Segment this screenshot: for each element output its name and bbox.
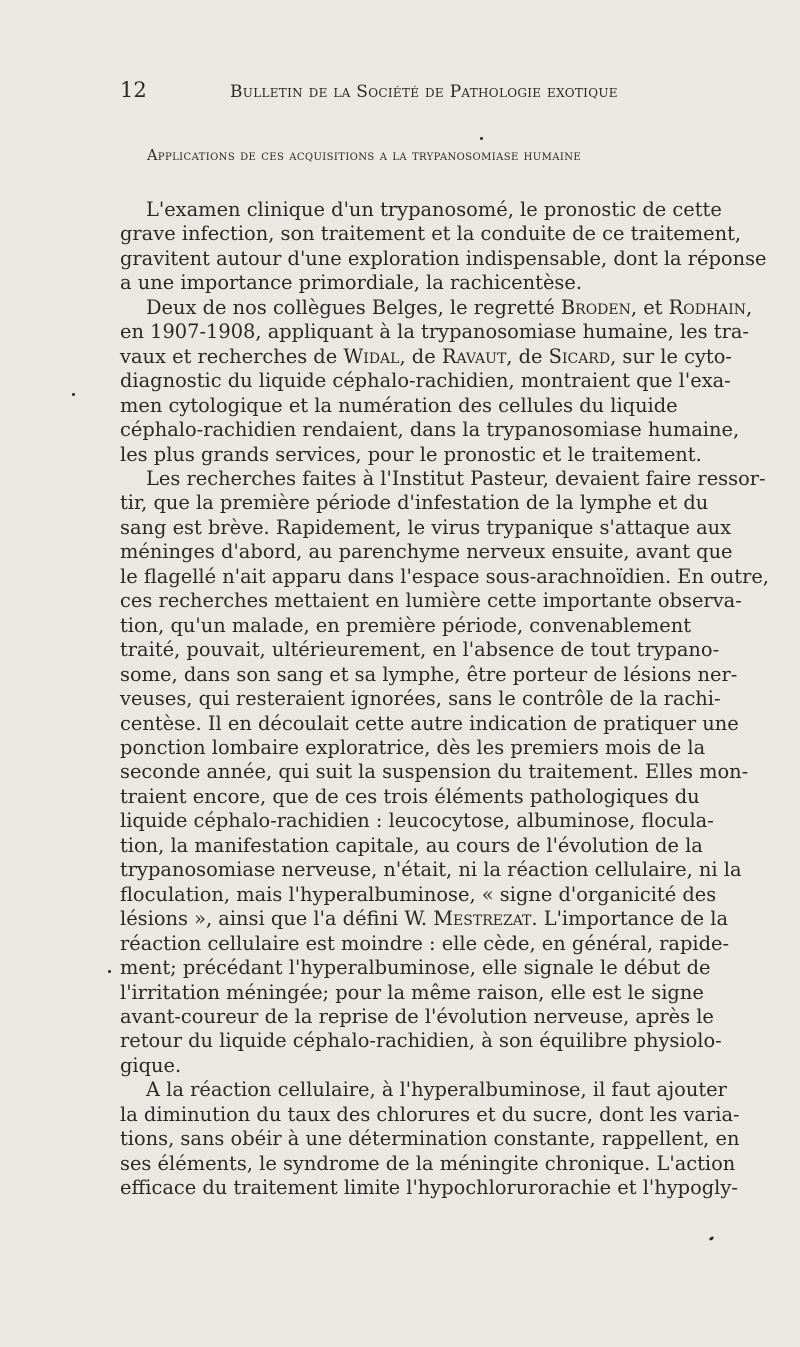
author-name: Rodhain — [668, 295, 747, 319]
text-line — [120, 271, 766, 295]
ink-speck — [72, 393, 75, 396]
running-head: Bulletin de la Société de Pathologie exotique — [230, 82, 618, 102]
author-name: Widal — [343, 344, 400, 368]
text-line — [120, 907, 766, 931]
text-segment: ses éléments, le syndrome de la méningite chronique. L'action — [120, 1151, 736, 1175]
text-segment: centèse. Il en découlait cette autre indication de pratiquer une — [120, 711, 739, 735]
text-line — [120, 956, 766, 980]
text-line — [120, 712, 766, 736]
text-line — [120, 785, 766, 809]
text-segment: traient encore, que de ces trois éléments pathologiques du — [120, 784, 700, 808]
text-line — [120, 467, 766, 491]
text-line — [120, 564, 769, 589]
text-segment: tion, qu'un malade, en première période, convenablement — [120, 613, 692, 637]
text-segment: A la réaction cellulaire, à l'hyperalbuminose, il faut ajouter — [146, 1078, 727, 1102]
text-line — [120, 858, 766, 882]
text-line — [120, 369, 766, 393]
section-heading: Applications de ces acquisitions a la trypanosomiase humaine — [147, 148, 582, 164]
text-segment: ment; précédant l'hyperalbuminose, elle signale le début de — [120, 956, 711, 980]
text-segment: ponction lombaire exploratrice, dès les premiers mois de la — [120, 735, 706, 759]
text-segment: ces recherches mettaient en lumière cette importante observa- — [120, 589, 742, 613]
text-segment: le flagellé n'ait apparu dans l'espace sous-arachnoïdien. En outre, — [120, 564, 769, 588]
text-segment: Les recherches faites à l'Institut Pasteur, devaient faire ressor- — [146, 466, 766, 490]
text-segment: l'irritation méningée; pour la même raison, elle est le signe — [120, 980, 704, 1004]
text-segment: grave infection, son traitement et la conduite de ce traitement, — [120, 222, 742, 246]
text-segment: a une importance primordiale, la rachicentèse. — [120, 271, 583, 295]
text-line — [120, 687, 766, 711]
text-segment: L'examen clinique d'un trypanosomé, le pronostic de cette — [146, 198, 722, 221]
text-segment: efficace du traitement limite l'hypochlorurorachie et l'hypogly- — [120, 1176, 738, 1200]
author-name: Sicard — [548, 344, 611, 368]
text-line — [120, 247, 766, 271]
body-text — [120, 198, 769, 1201]
text-line — [120, 320, 766, 344]
text-segment: tion, la manifestation capitale, au cours de l'évolution de la — [120, 833, 703, 857]
text-line — [120, 1103, 766, 1127]
text-segment: diagnostic du liquide céphalo-rachidien, montraient que l'exa- — [120, 369, 731, 393]
text-segment: réaction cellulaire est moindre : elle cède, en général, rapide- — [120, 931, 730, 955]
text-line — [120, 1152, 766, 1176]
text-segment: , sur le cyto- — [610, 344, 732, 368]
text-line — [120, 394, 766, 418]
text-segment: méninges d'abord, au parenchyme nerveux ensuite, avant que — [120, 540, 733, 564]
ink-speck — [480, 137, 483, 140]
text-line — [120, 1078, 766, 1102]
text-segment: tions, sans obéir à une détermination constante, rappellent, en — [120, 1127, 740, 1151]
text-line — [120, 540, 766, 564]
page-number: 12 — [120, 78, 147, 102]
text-segment: some, dans son sang et sa lymphe, être porteur de lésions ner- — [120, 662, 738, 686]
text-segment: , et — [630, 295, 669, 319]
text-line — [120, 1127, 766, 1151]
text-segment: , de — [399, 344, 442, 368]
text-line — [120, 614, 766, 638]
author-name: Mestrezat — [433, 907, 532, 931]
text-segment: men cytologique et la numération des cellules du liquide — [120, 393, 678, 417]
text-line — [120, 1005, 766, 1029]
author-name: Ravaut — [441, 344, 507, 368]
text-segment: liquide céphalo-rachidien : leucocytose, albuminose, flocula- — [120, 809, 714, 833]
ink-speck — [709, 1236, 715, 1241]
text-line — [120, 932, 766, 956]
text-line — [120, 1029, 766, 1053]
text-line — [120, 1054, 766, 1078]
text-line — [120, 198, 766, 222]
text-line — [120, 296, 766, 320]
text-segment: la diminution du taux des chlorures et du sucre, dont les varia- — [120, 1102, 740, 1126]
text-segment: avant-coureur de la reprise de l'évolution nerveuse, après le — [120, 1004, 714, 1028]
text-segment: . L'importance de la — [531, 907, 729, 931]
text-line — [120, 1176, 766, 1200]
text-segment: lésions », ainsi que l'a défini W. — [120, 907, 434, 931]
text-segment: gique. — [120, 1053, 182, 1077]
text-line — [120, 589, 766, 613]
text-line — [120, 222, 766, 246]
text-line — [120, 516, 766, 540]
text-segment: en 1907-1908, appliquant à la trypanosomiase humaine, les tra- — [120, 320, 749, 344]
text-segment: traité, pouvait, ultérieurement, en l'absence de tout trypano- — [120, 638, 720, 662]
text-line — [120, 883, 766, 907]
text-segment: tir, que la première période d'infestation de la lymphe et du — [120, 491, 709, 515]
author-name: Broden — [560, 295, 631, 319]
text-line — [120, 981, 766, 1005]
text-segment: , — [746, 295, 753, 319]
text-line — [120, 443, 766, 467]
text-line — [120, 834, 766, 858]
text-line — [120, 760, 766, 784]
text-segment: sang est brève. Rapidement, le virus trypanique s'attaque aux — [120, 515, 732, 539]
text-segment: Deux de nos collègues Belges, le regretté — [146, 295, 561, 319]
text-segment: vaux et recherches de — [120, 344, 344, 368]
text-segment: céphalo-rachidien rendaient, dans la trypanosomiase humaine, — [120, 418, 740, 442]
text-line — [120, 736, 766, 760]
text-line — [120, 809, 766, 833]
text-segment: seconde année, qui suit la suspension du traitement. Elles mon- — [120, 760, 749, 784]
text-segment: , de — [506, 344, 549, 368]
text-line — [120, 638, 766, 662]
text-segment: floculation, mais l'hyperalbuminose, « signe d'organicité des — [120, 882, 717, 906]
text-segment: les plus grands services, pour le pronostic et le traitement. — [120, 442, 702, 466]
text-line — [120, 663, 766, 687]
text-line — [120, 345, 766, 369]
text-line — [120, 418, 766, 442]
text-line — [120, 491, 766, 515]
ink-speck — [108, 970, 111, 973]
text-segment: gravitent autour d'une exploration indispensable, dont la réponse — [120, 246, 767, 270]
text-segment: veuses, qui resteraient ignorées, sans le contrôle de la rachi- — [120, 687, 721, 711]
text-segment: retour du liquide céphalo-rachidien, à son équilibre physiolo- — [120, 1029, 722, 1053]
text-segment: trypanosomiase nerveuse, n'était, ni la réaction cellulaire, ni la — [120, 858, 742, 882]
